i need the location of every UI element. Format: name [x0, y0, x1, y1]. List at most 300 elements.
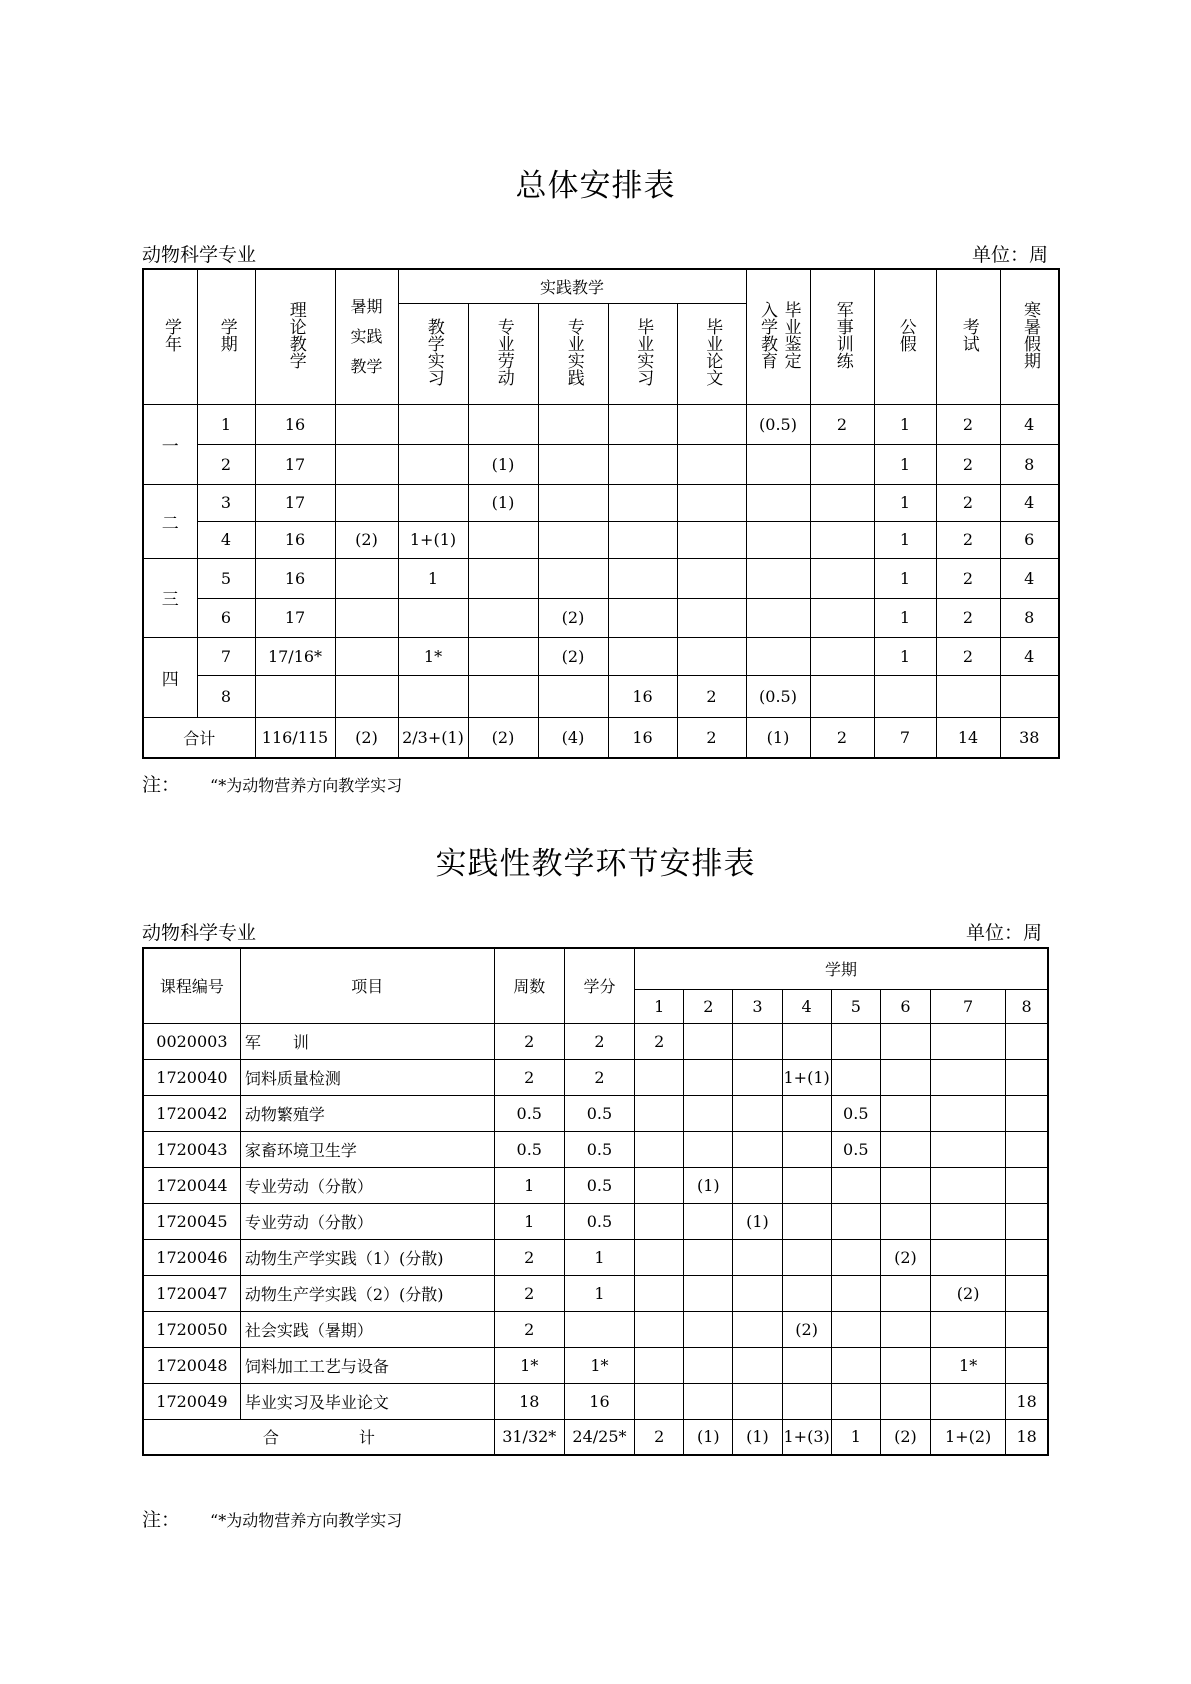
value-cell: 1	[874, 404, 936, 444]
value-cell	[1006, 1095, 1048, 1131]
header-holiday: 公假	[874, 269, 936, 404]
value-cell: 2	[494, 1275, 564, 1311]
term-cell: 4	[197, 521, 255, 558]
year-cell: 四	[143, 637, 197, 717]
practice-title: 实践性教学环节安排表	[435, 846, 756, 882]
total-cell: (1)	[684, 1419, 733, 1455]
value-cell: 1	[398, 558, 468, 598]
value-cell	[468, 598, 538, 637]
value-cell: 1	[874, 637, 936, 675]
term-header-cell: 8	[1006, 989, 1048, 1023]
value-cell: 0.5	[564, 1095, 634, 1131]
value-cell: 17	[255, 598, 335, 637]
total-cell: 38	[1000, 717, 1059, 758]
overall-row	[143, 637, 1059, 675]
total-cell: (2)	[335, 717, 398, 758]
value-cell	[880, 1167, 930, 1203]
course-name-cell: 毕业实习及毕业论文	[240, 1383, 494, 1419]
value-cell: 16	[564, 1383, 634, 1419]
value-cell	[931, 1203, 1006, 1239]
value-cell	[684, 1347, 733, 1383]
overall-note	[142, 770, 402, 797]
value-cell	[782, 1203, 831, 1239]
value-cell	[733, 1131, 782, 1167]
value-cell: (2)	[880, 1239, 930, 1275]
value-cell	[608, 558, 677, 598]
value-cell	[746, 558, 810, 598]
value-cell	[635, 1311, 684, 1347]
value-cell	[677, 558, 746, 598]
value-cell: 4	[1000, 484, 1059, 521]
value-cell	[810, 558, 874, 598]
course-name-cell: 动物生产学实践（2）(分散)	[240, 1275, 494, 1311]
value-cell	[635, 1239, 684, 1275]
value-cell	[931, 1095, 1006, 1131]
overall-body	[143, 404, 1059, 758]
header-labor: 专业劳动	[468, 303, 538, 404]
total-cell: 31/32*	[494, 1419, 564, 1455]
note-label: 注：	[142, 1509, 181, 1531]
value-cell: 2	[936, 598, 1000, 637]
value-cell: 2	[564, 1023, 634, 1059]
value-cell	[635, 1095, 684, 1131]
overall-row	[143, 484, 1059, 521]
value-cell	[684, 1131, 733, 1167]
value-cell	[1006, 1275, 1048, 1311]
value-cell: 2	[936, 484, 1000, 521]
term-cell: 3	[197, 484, 255, 521]
year-cell: 二	[143, 484, 197, 558]
value-cell: 0.5	[564, 1203, 634, 1239]
value-cell	[880, 1131, 930, 1167]
practice-total-row	[143, 1419, 1048, 1455]
value-cell	[468, 521, 538, 558]
total-label: 合 计	[143, 1419, 494, 1455]
value-cell	[810, 598, 874, 637]
value-cell	[782, 1023, 831, 1059]
value-cell	[564, 1311, 634, 1347]
value-cell	[746, 598, 810, 637]
course-code-cell: 1720040	[143, 1059, 240, 1095]
value-cell	[733, 1095, 782, 1131]
value-cell	[538, 521, 608, 558]
total-cell: (2)	[468, 717, 538, 758]
value-cell	[335, 675, 398, 717]
value-cell	[335, 558, 398, 598]
value-cell: 16	[255, 521, 335, 558]
value-cell	[684, 1275, 733, 1311]
value-cell	[635, 1203, 684, 1239]
value-cell: 17	[255, 484, 335, 521]
value-cell: 2	[936, 444, 1000, 484]
value-cell: (2)	[782, 1311, 831, 1347]
overall-row	[143, 404, 1059, 444]
header-thesis: 毕业论文	[677, 303, 746, 404]
value-cell	[335, 598, 398, 637]
practice-row	[143, 1023, 1048, 1059]
value-cell: 4	[1000, 404, 1059, 444]
value-cell: 0.5	[564, 1167, 634, 1203]
total-cell: (1)	[746, 717, 810, 758]
value-cell	[398, 444, 468, 484]
value-cell: 1	[874, 484, 936, 521]
value-cell	[733, 1347, 782, 1383]
value-cell: 1	[494, 1167, 564, 1203]
value-cell	[831, 1059, 880, 1095]
value-cell	[733, 1059, 782, 1095]
header-credits: 学分	[564, 948, 634, 1023]
term-cell: 1	[197, 404, 255, 444]
course-name-cell: 动物生产学实践（1）(分散)	[240, 1239, 494, 1275]
value-cell	[684, 1095, 733, 1131]
value-cell: 1	[874, 558, 936, 598]
value-cell	[684, 1383, 733, 1419]
value-cell	[831, 1167, 880, 1203]
course-code-cell: 1720042	[143, 1095, 240, 1131]
value-cell: (2)	[538, 598, 608, 637]
total-cell: 2	[635, 1419, 684, 1455]
total-cell: (4)	[538, 717, 608, 758]
value-cell: 2	[494, 1059, 564, 1095]
course-code-cell: 1720050	[143, 1311, 240, 1347]
practice-note	[142, 1505, 402, 1532]
practice-body	[143, 1023, 1048, 1455]
value-cell: 2	[810, 404, 874, 444]
value-cell	[608, 484, 677, 521]
value-cell: 1	[874, 521, 936, 558]
course-name-cell: 专业劳动（分散）	[240, 1203, 494, 1239]
overall-unit: 单位：周	[972, 244, 1049, 266]
value-cell	[831, 1311, 880, 1347]
header-professional-practice: 专业实践	[538, 303, 608, 404]
value-cell	[468, 637, 538, 675]
term-header-cell: 2	[684, 989, 733, 1023]
note-text: “*为动物营养方向教学实习	[210, 776, 403, 795]
value-cell	[677, 404, 746, 444]
value-cell	[635, 1131, 684, 1167]
header-code: 课程编号	[143, 948, 240, 1023]
total-cell: 2	[677, 717, 746, 758]
value-cell	[677, 444, 746, 484]
value-cell	[538, 404, 608, 444]
value-cell	[635, 1167, 684, 1203]
value-cell	[831, 1023, 880, 1059]
value-cell: 1*	[564, 1347, 634, 1383]
course-code-cell: 1720047	[143, 1275, 240, 1311]
total-cell: 2/3+(1)	[398, 717, 468, 758]
value-cell	[1006, 1131, 1048, 1167]
value-cell: 0.5	[831, 1095, 880, 1131]
total-cell: 7	[874, 717, 936, 758]
note-text: “*为动物营养方向教学实习	[210, 1511, 403, 1530]
term-cell: 2	[197, 444, 255, 484]
value-cell	[880, 1275, 930, 1311]
value-cell	[608, 637, 677, 675]
practice-row	[143, 1239, 1048, 1275]
value-cell	[538, 558, 608, 598]
value-cell	[880, 1383, 930, 1419]
practice-header-row	[143, 948, 1048, 989]
value-cell	[608, 598, 677, 637]
practice-row	[143, 1167, 1048, 1203]
value-cell	[733, 1167, 782, 1203]
value-cell	[880, 1311, 930, 1347]
practice-row	[143, 1059, 1048, 1095]
value-cell	[1006, 1167, 1048, 1203]
value-cell	[684, 1203, 733, 1239]
value-cell: (1)	[468, 444, 538, 484]
value-cell	[880, 1023, 930, 1059]
practice-row	[143, 1347, 1048, 1383]
value-cell	[810, 675, 874, 717]
value-cell	[335, 637, 398, 675]
value-cell: 8	[1000, 598, 1059, 637]
value-cell: 2	[936, 558, 1000, 598]
term-header-cell: 6	[880, 989, 930, 1023]
course-code-cell: 1720046	[143, 1239, 240, 1275]
value-cell	[635, 1347, 684, 1383]
value-cell: 1*	[398, 637, 468, 675]
value-cell	[684, 1059, 733, 1095]
value-cell: 1	[494, 1203, 564, 1239]
value-cell	[782, 1239, 831, 1275]
total-cell: 116/115	[255, 717, 335, 758]
value-cell	[398, 598, 468, 637]
value-cell: 16	[255, 558, 335, 598]
value-cell	[936, 675, 1000, 717]
value-cell: 4	[1000, 558, 1059, 598]
value-cell	[608, 521, 677, 558]
practice-row	[143, 1383, 1048, 1419]
total-cell: (2)	[880, 1419, 930, 1455]
overall-row	[143, 558, 1059, 598]
term-cell: 7	[197, 637, 255, 675]
course-code-cell: 1720048	[143, 1347, 240, 1383]
value-cell	[635, 1059, 684, 1095]
value-cell	[782, 1347, 831, 1383]
value-cell	[468, 558, 538, 598]
value-cell	[782, 1383, 831, 1419]
total-cell: (1)	[733, 1419, 782, 1455]
value-cell	[635, 1275, 684, 1311]
value-cell: (0.5)	[746, 404, 810, 444]
value-cell	[746, 444, 810, 484]
header-vacation: 寒暑假期	[1000, 269, 1059, 404]
value-cell: 2	[677, 675, 746, 717]
term-header-cell: 5	[831, 989, 880, 1023]
course-code-cell: 1720045	[143, 1203, 240, 1239]
total-cell: 1	[831, 1419, 880, 1455]
value-cell	[810, 444, 874, 484]
value-cell: 4	[1000, 637, 1059, 675]
value-cell: 1*	[494, 1347, 564, 1383]
course-name-cell: 专业劳动（分散）	[240, 1167, 494, 1203]
course-code-cell: 0020003	[143, 1023, 240, 1059]
course-code-cell: 1720043	[143, 1131, 240, 1167]
value-cell	[255, 675, 335, 717]
value-cell	[831, 1275, 880, 1311]
value-cell	[931, 1023, 1006, 1059]
header-theory: 理论教学	[255, 269, 335, 404]
value-cell: 2	[494, 1239, 564, 1275]
value-cell	[1006, 1059, 1048, 1095]
value-cell: (2)	[538, 637, 608, 675]
value-cell: (1)	[468, 484, 538, 521]
value-cell	[810, 521, 874, 558]
value-cell: 1	[564, 1239, 634, 1275]
value-cell: (2)	[931, 1275, 1006, 1311]
value-cell	[677, 484, 746, 521]
value-cell: 2	[635, 1023, 684, 1059]
value-cell: (0.5)	[746, 675, 810, 717]
term-header-cell: 4	[782, 989, 831, 1023]
value-cell	[931, 1131, 1006, 1167]
value-cell: 18	[494, 1383, 564, 1419]
course-name-cell: 社会实践（暑期）	[240, 1311, 494, 1347]
value-cell	[1000, 675, 1059, 717]
practice-table	[142, 947, 1049, 1456]
value-cell	[810, 637, 874, 675]
value-cell: (1)	[733, 1203, 782, 1239]
header-military: 军事训练	[810, 269, 874, 404]
term-cell: 5	[197, 558, 255, 598]
overall-row	[143, 598, 1059, 637]
value-cell: 2	[936, 637, 1000, 675]
value-cell	[677, 598, 746, 637]
value-cell	[931, 1239, 1006, 1275]
value-cell: 0.5	[564, 1131, 634, 1167]
total-cell: 14	[936, 717, 1000, 758]
header-exam: 考试	[936, 269, 1000, 404]
value-cell	[782, 1167, 831, 1203]
total-cell: 2	[810, 717, 874, 758]
total-label: 合计	[143, 717, 255, 758]
value-cell: 2	[494, 1311, 564, 1347]
value-cell	[398, 404, 468, 444]
course-name-cell: 家畜环境卫生学	[240, 1131, 494, 1167]
value-cell	[931, 1383, 1006, 1419]
overall-row	[143, 521, 1059, 558]
value-cell	[810, 484, 874, 521]
value-cell: 1	[874, 444, 936, 484]
value-cell: 1*	[931, 1347, 1006, 1383]
practice-unit: 单位：周	[966, 922, 1043, 944]
value-cell	[468, 675, 538, 717]
overall-title: 总体安排表	[515, 168, 676, 204]
header-term-group: 学期	[635, 948, 1048, 989]
value-cell	[733, 1383, 782, 1419]
value-cell	[335, 444, 398, 484]
value-cell	[831, 1383, 880, 1419]
course-code-cell: 1720044	[143, 1167, 240, 1203]
term-cell: 8	[197, 675, 255, 717]
value-cell	[746, 637, 810, 675]
term-cell: 6	[197, 598, 255, 637]
practice-row	[143, 1275, 1048, 1311]
value-cell	[880, 1347, 930, 1383]
value-cell: 0.5	[494, 1095, 564, 1131]
course-code-cell: 1720049	[143, 1383, 240, 1419]
overall-row	[143, 675, 1059, 717]
course-name-cell: 动物繁殖学	[240, 1095, 494, 1131]
value-cell	[746, 484, 810, 521]
value-cell	[684, 1311, 733, 1347]
value-cell: 1	[564, 1275, 634, 1311]
value-cell: (2)	[335, 521, 398, 558]
total-cell: 1+(3)	[782, 1419, 831, 1455]
header-practice-group: 实践教学	[398, 269, 746, 303]
value-cell	[398, 675, 468, 717]
value-cell	[782, 1095, 831, 1131]
practice-row	[143, 1311, 1048, 1347]
value-cell	[684, 1239, 733, 1275]
value-cell	[733, 1275, 782, 1311]
overall-total-row	[143, 717, 1059, 758]
value-cell	[677, 521, 746, 558]
value-cell: 17	[255, 444, 335, 484]
course-name-cell: 饲料质量检测	[240, 1059, 494, 1095]
value-cell: 16	[608, 675, 677, 717]
value-cell	[831, 1203, 880, 1239]
value-cell	[874, 675, 936, 717]
value-cell: 16	[255, 404, 335, 444]
value-cell	[733, 1023, 782, 1059]
year-cell: 一	[143, 404, 197, 484]
value-cell	[335, 404, 398, 444]
value-cell	[468, 404, 538, 444]
practice-row	[143, 1203, 1048, 1239]
value-cell	[1006, 1203, 1048, 1239]
total-cell: 1+(2)	[931, 1419, 1006, 1455]
term-header-cell: 3	[733, 989, 782, 1023]
value-cell: 2	[936, 521, 1000, 558]
course-name-cell: 军 训	[240, 1023, 494, 1059]
value-cell	[608, 444, 677, 484]
value-cell: 0.5	[494, 1131, 564, 1167]
value-cell	[1006, 1311, 1048, 1347]
practice-major: 动物科学专业	[142, 922, 257, 944]
overall-header-row	[143, 269, 1059, 303]
value-cell	[733, 1311, 782, 1347]
overall-table	[142, 268, 1060, 759]
value-cell	[831, 1347, 880, 1383]
header-grad: 毕业鉴定 入学教育	[746, 269, 810, 404]
value-cell	[538, 675, 608, 717]
year-cell: 三	[143, 558, 197, 637]
value-cell	[677, 637, 746, 675]
overall-major: 动物科学专业	[142, 244, 257, 266]
value-cell	[931, 1167, 1006, 1203]
header-summer: 暑期 实践 教学	[335, 269, 398, 404]
total-cell: 16	[608, 717, 677, 758]
value-cell	[1006, 1347, 1048, 1383]
note-label: 注：	[142, 774, 181, 796]
value-cell: 1+(1)	[782, 1059, 831, 1095]
term-header-cell: 7	[931, 989, 1006, 1023]
practice-row	[143, 1131, 1048, 1167]
value-cell	[684, 1023, 733, 1059]
value-cell: 2	[564, 1059, 634, 1095]
value-cell: 8	[1000, 444, 1059, 484]
value-cell	[782, 1131, 831, 1167]
total-cell: 18	[1006, 1419, 1048, 1455]
value-cell	[635, 1383, 684, 1419]
header-year: 学年	[143, 269, 197, 404]
value-cell: (1)	[684, 1167, 733, 1203]
value-cell: 1	[874, 598, 936, 637]
header-weeks: 周数	[494, 948, 564, 1023]
value-cell: 2	[494, 1023, 564, 1059]
